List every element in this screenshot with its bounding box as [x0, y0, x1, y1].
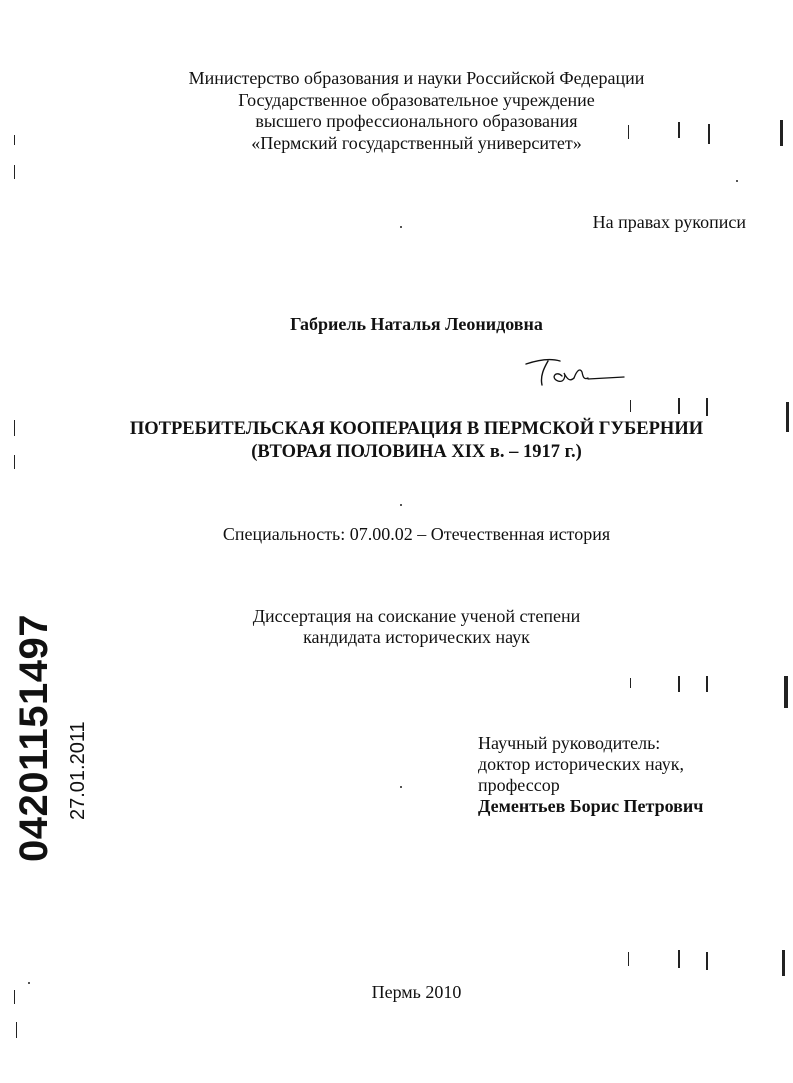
scan-artifact: [708, 124, 710, 144]
scan-artifact: [678, 398, 680, 414]
scan-artifact: [678, 122, 680, 138]
supervisor-label: Научный руководитель:: [478, 733, 661, 753]
library-stamp-number: 04201151497: [12, 614, 56, 862]
scan-artifact: [28, 982, 30, 984]
university-name-line: «Пермский государственный университет»: [251, 132, 582, 153]
scan-artifact: [706, 676, 708, 692]
scan-artifact: [678, 676, 680, 692]
city-year: Пермь 2010: [371, 982, 462, 1002]
scan-artifact: [14, 990, 15, 1004]
title-line-2: (ВТОРАЯ ПОЛОВИНА XIX в. – 1917 г.): [251, 441, 582, 462]
institution-type-line: Государственное образовательное учреждение: [238, 89, 595, 110]
scan-artifact: [14, 420, 15, 436]
scan-artifact: [780, 120, 783, 146]
scan-artifact: [14, 135, 15, 145]
supervisor-name: Дементьев Борис Петрович: [478, 796, 704, 816]
scan-artifact: [628, 125, 629, 139]
dissertation-title: [0, 418, 793, 463]
manuscript-rights-note: На правах рукописи: [592, 212, 746, 232]
education-level-line: высшего профессионального образования: [255, 111, 578, 131]
ministry-line: Министерство образования и науки Российской Федерации: [188, 68, 645, 88]
scan-artifact: [678, 950, 680, 968]
scan-artifact: [628, 952, 629, 966]
supervisor-degree: доктор исторических наук,: [478, 754, 684, 774]
degree-line-1: Диссертация на соискание ученой степени: [252, 606, 581, 626]
supervisor-rank: профессор: [478, 775, 560, 795]
library-stamp: [12, 614, 89, 870]
scan-artifact: [736, 180, 738, 182]
degree-statement: [0, 606, 793, 648]
scan-artifact: [400, 226, 402, 228]
handwritten-signature: [520, 352, 630, 392]
scan-artifact: [706, 952, 708, 970]
scan-artifact: [16, 1022, 17, 1038]
scan-artifact: [706, 398, 708, 416]
scan-artifact: [400, 504, 402, 506]
specialty-line: Специальность: 07.00.02 – Отечественная история: [222, 524, 611, 544]
scan-artifact: [630, 400, 631, 412]
title-line-1: ПОТРЕБИТЕЛЬСКАЯ КООПЕРАЦИЯ В ПЕРМСКОЙ ГУБЕРНИИ: [129, 419, 704, 439]
scan-artifact: [14, 455, 15, 469]
scan-artifact: [786, 402, 789, 432]
scan-artifact: [784, 676, 788, 708]
scan-artifact: [782, 950, 785, 976]
scan-artifact: [630, 678, 631, 688]
library-stamp-date: 27.01.2011: [67, 721, 89, 820]
author-name: Габриель Наталья Леонидовна: [290, 314, 543, 334]
supervisor-block: [478, 733, 703, 817]
scan-artifact: [14, 165, 15, 179]
institution-header: [0, 68, 793, 154]
scan-artifact: [400, 786, 402, 788]
degree-line-2: кандидата исторических наук: [303, 627, 530, 647]
